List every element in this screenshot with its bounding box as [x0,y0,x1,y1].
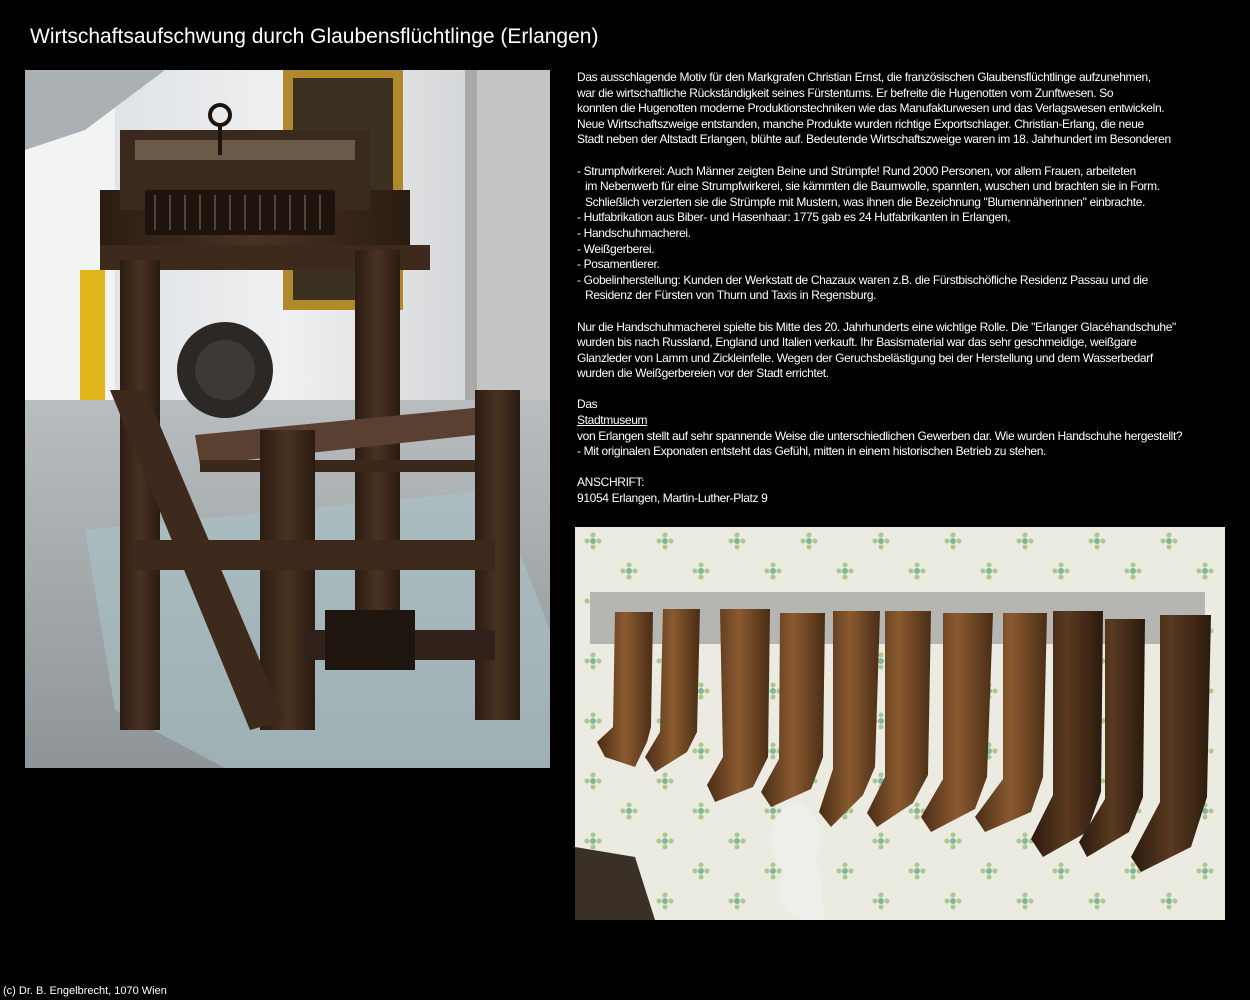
museum-prefix: Das [577,397,598,412]
museum-paragraph [577,397,1242,459]
list-item: - Weißgerberei. [577,241,655,256]
list-item-continuation: Residenz der Fürsten von Thurn und Taxis in Regensburg. [585,288,877,303]
branches-list [577,164,1242,304]
museum-line: - Mit originalen Exponaten entsteht das Gefühl, mitten in einem historischen Betrieb zu stehen. [577,444,1047,459]
address-block [577,475,1242,506]
intro-paragraph [577,70,1242,148]
intro-line: war die wirtschaftliche Rückständigkeit seines Fürstentums. Er befreite die Hugenotten vom Zunftwesen. So [577,85,1114,100]
address-label: ANSCHRIFT: [577,475,645,490]
list-item: - Hutfabrikation aus Biber- und Hasenhaar: 1775 gab es 24 Hutfabrikanten in Erlangen, [577,210,1011,225]
intro-line: Stadt neben der Altstadt Erlangen, blühte auf. Bedeutende Wirtschaftszweige waren im 18. Jahrhundert im Besonderen [577,132,1171,147]
stocking-frame-photo [25,70,550,768]
stadtmuseum-link[interactable]: Stadtmuseum [577,413,648,428]
article-text [577,70,1242,507]
list-item-continuation: Schließlich verzierten sie die Strümpfe mit Mustern, was ihnen die Bezeichnung "Blumennäherinnen" einbrachte. [585,194,1146,209]
gloves-line: Glanzleder von Lamm und Zickleinfelle. Wegen der Geruchsbelästigung bei der Herstellung und dem Wasserbedarf [577,350,1153,365]
list-item: - Handschuhmacherei. [577,225,691,240]
copyright-footer: (c) Dr. B. Engelbrecht, 1070 Wien [3,985,167,997]
stocking-forms-photo [575,527,1225,920]
list-item: - Posamentierer. [577,257,660,272]
intro-line: konnten die Hugenotten moderne Produktionstechniken wie das Manufakturwesen und das Verlagswesen entwickeln. [577,101,1165,116]
museum-line: von Erlangen stellt auf sehr spannende Weise die unterschiedlichen Gewerben dar. Wie wurden Handschuhe hergestellt? [577,428,1183,443]
page-title: Wirtschaftsaufschwung durch Glaubensflüchtlinge (Erlangen) [30,25,599,48]
gloves-paragraph [577,320,1242,382]
intro-line: Neue Wirtschaftszweige entstanden, manche Produkte wurden richtige Exportschlager. Christian-Erlang, die neue [577,116,1144,131]
list-item: - Gobelinherstellung: Kunden der Werkstatt de Chazaux waren z.B. die Fürstbischöfliche Residenz Passau und die [577,272,1148,287]
gloves-line: Nur die Handschuhmacherei spielte bis Mitte des 20. Jahrhunderts eine wichtige Rolle. Die "Erlanger Glacéhandschuhe" [577,319,1176,334]
gloves-line: wurden bis nach Russland, England und Italien verkauft. Ihr Basismaterial war das sehr geschmeidige, weißgare [577,335,1137,350]
list-item-continuation: im Nebenwerb für eine Strumpfwirkerei, sie kämmten die Baumwolle, spannten, wuschen und brachten sie in Form. [585,179,1160,194]
intro-line: Das ausschlagende Motiv für den Markgrafen Christian Ernst, die französischen Glaubensflüchtlinge aufzunehmen, [577,70,1151,84]
list-item: - Strumpfwirkerei: Auch Männer zeigten Beine und Strümpfe! Rund 2000 Personen, vor allem Frauen, arbeiteten [577,163,1136,178]
address-value: 91054 Erlangen, Martin-Luther-Platz 9 [577,491,768,506]
gloves-line: wurden die Weißgerbereien vor der Stadt errichtet. [577,366,829,381]
